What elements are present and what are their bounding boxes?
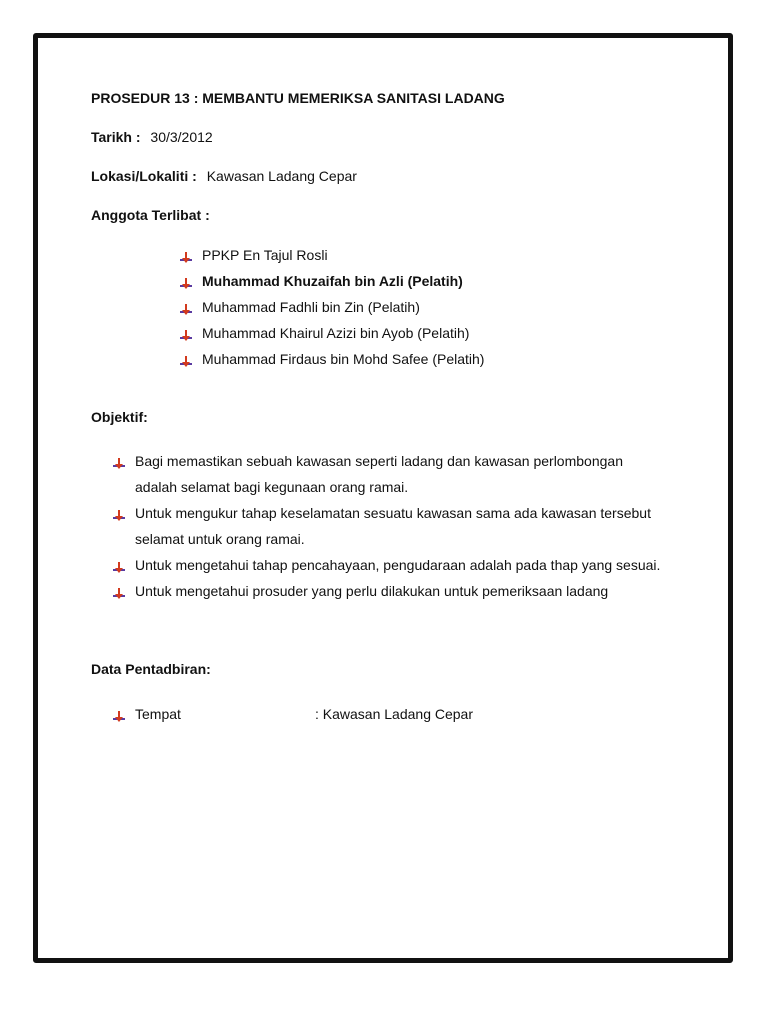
arrow-down-bullet-icon (179, 325, 193, 339)
arrow-down-bullet-icon (112, 557, 126, 571)
admin-value: : Kawasan Ladang Cepar (315, 706, 473, 722)
admin-list (91, 701, 691, 727)
list-item (112, 448, 672, 500)
objective-text: Untuk mengukur tahap keselamatan sesuatu kawasan sama ada kawasan tersebut selamat untuk orang ramai. (135, 505, 651, 547)
members-list (91, 242, 691, 372)
list-item (112, 578, 672, 604)
arrow-down-bullet-icon (179, 273, 193, 287)
objectives-list (91, 448, 672, 604)
list-item (112, 552, 672, 578)
list-item (179, 268, 691, 294)
document-body (91, 89, 691, 727)
objective-text: Bagi memastikan sebuah kawasan seperti ladang dan kawasan perlombongan adalah selamat bagi kegunaan orang ramai. (135, 453, 623, 495)
member-name: Muhammad Khairul Azizi bin Ayob (Pelatih) (202, 325, 470, 341)
list-item (179, 320, 691, 346)
objective-text: Untuk mengetahui tahap pencahayaan, pengudaraan adalah pada thap yang sesuai. (135, 557, 661, 573)
date-field (91, 128, 691, 147)
arrow-down-bullet-icon (112, 505, 126, 519)
arrow-down-bullet-icon (179, 247, 193, 261)
objective-heading: Objektif: (91, 409, 148, 425)
location-value: Kawasan Ladang Cepar (206, 168, 357, 184)
list-item (112, 500, 672, 552)
location-field (91, 167, 691, 186)
list-item (179, 346, 691, 372)
objective-text: Untuk mengetahui prosuder yang perlu dilakukan untuk pemeriksaan ladang (135, 583, 609, 599)
admin-key: Tempat (135, 706, 181, 722)
location-label: Lokasi/Lokaliti : (91, 168, 197, 184)
date-label: Tarikh : (91, 129, 141, 145)
member-name: Muhammad Fadhli bin Zin (Pelatih) (202, 299, 420, 315)
arrow-down-bullet-icon (179, 351, 193, 365)
member-name: Muhammad Firdaus bin Mohd Safee (Pelatih) (202, 351, 485, 367)
list-item (112, 701, 691, 727)
arrow-down-bullet-icon (112, 453, 126, 467)
arrow-down-bullet-icon (179, 299, 193, 313)
date-value: 30/3/2012 (150, 129, 213, 145)
list-item (179, 242, 691, 268)
document-title: PROSEDUR 13 : MEMBANTU MEMERIKSA SANITASI LADANG (91, 90, 505, 106)
member-name: Muhammad Khuzaifah bin Azli (Pelatih) (202, 273, 463, 289)
arrow-down-bullet-icon (112, 706, 126, 720)
member-name: PPKP En Tajul Rosli (202, 247, 328, 263)
admin-heading: Data Pentadbiran: (91, 661, 211, 677)
list-item (179, 294, 691, 320)
members-heading: Anggota Terlibat : (91, 207, 210, 223)
arrow-down-bullet-icon (112, 583, 126, 597)
